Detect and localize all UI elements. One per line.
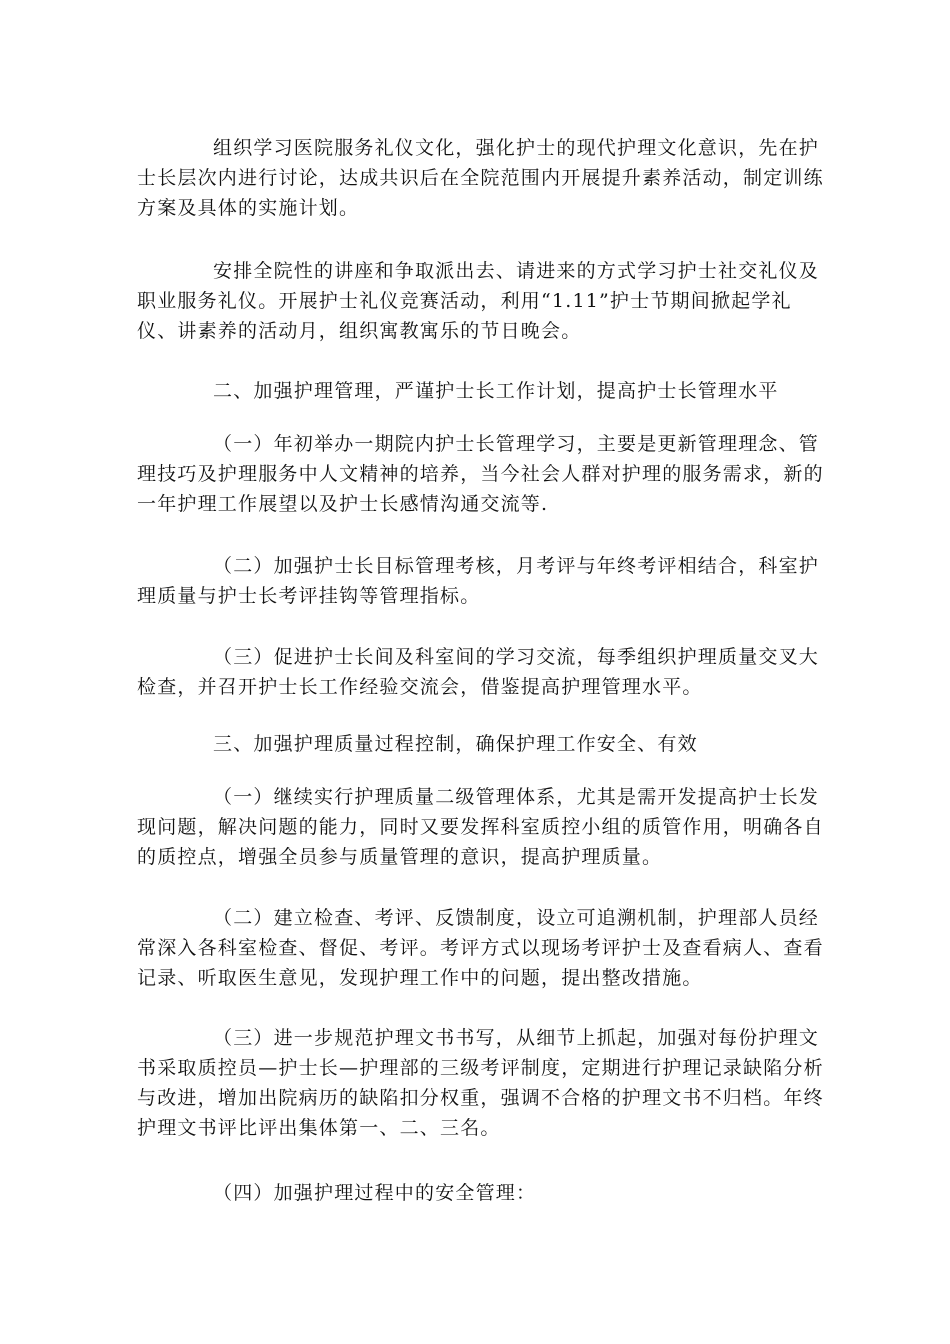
paragraph-etiquette-culture: 组织学习医院服务礼仪文化，强化护士的现代护理文化意识，先在护士长层次内进行讨论，达成共识后在全院范围内开展提升素养活动，制定训练方案及具体的实施计划。: [137, 137, 824, 219]
paragraph-etiquette-training: 安排全院性的讲座和争取派出去、请进来的方式学习护士社交礼仪及职业服务礼仪。开展护士礼仪竞赛活动，利用“1.11”护士节期间掀起学礼仪、讲素养的活动月，组织寓教寓乐的节日晚会。: [137, 260, 820, 342]
paragraph-2-3: （三）促进护士长间及科室间的学习交流，每季组织护理质量交叉大检查，并召开护士长工作经验交流会，借鉴提高护理管理水平。: [137, 646, 820, 698]
section-heading-3: 三、加强护理质量过程控制，确保护理工作安全、有效: [213, 733, 698, 755]
paragraph-2-2: （二）加强护士长目标管理考核，月考评与年终考评相结合，科室护理质量与护士长考评挂钩等管理指标。: [137, 555, 820, 607]
paragraph-3-3: （三）进一步规范护理文书书写，从细节上抓起，加强对每份护理文书采取质控员—护士长—护理部的三级考评制度，定期进行护理记录缺陷分析与改进，增加出院病历的缺陷扣分权重，强调不合格的护理文书不归档。年终护理文书评比评出集体第一、二、三名。: [137, 1027, 824, 1139]
section-heading-2: 二、加强护理管理，严谨护士长工作计划，提高护士长管理水平: [213, 380, 779, 402]
paragraph-3-2: （二）建立检查、考评、反馈制度，设立可追溯机制，护理部人员经常深入各科室检查、督促、考评。考评方式以现场考评护士及查看病人、查看记录、听取医生意见，发现护理工作中的问题，提出整改措施。: [137, 907, 824, 989]
paragraph-3-1: （一）继续实行护理质量二级管理体系，尤其是需开发提高护士长发现问题，解决问题的能力，同时又要发挥科室质控小组的质管作用，明确各自的质控点，增强全员参与质量管理的意识，提高护理质量。: [137, 786, 824, 868]
paragraph-2-1: （一）年初举办一期院内护士长管理学习，主要是更新管理理念、管理技巧及护理服务中人文精神的培养，当今社会人群对护理的服务需求，新的一年护理工作展望以及护士长感情沟通交流等.: [137, 433, 824, 515]
paragraph-3-4-heading: （四）加强护理过程中的安全管理：: [213, 1182, 537, 1204]
